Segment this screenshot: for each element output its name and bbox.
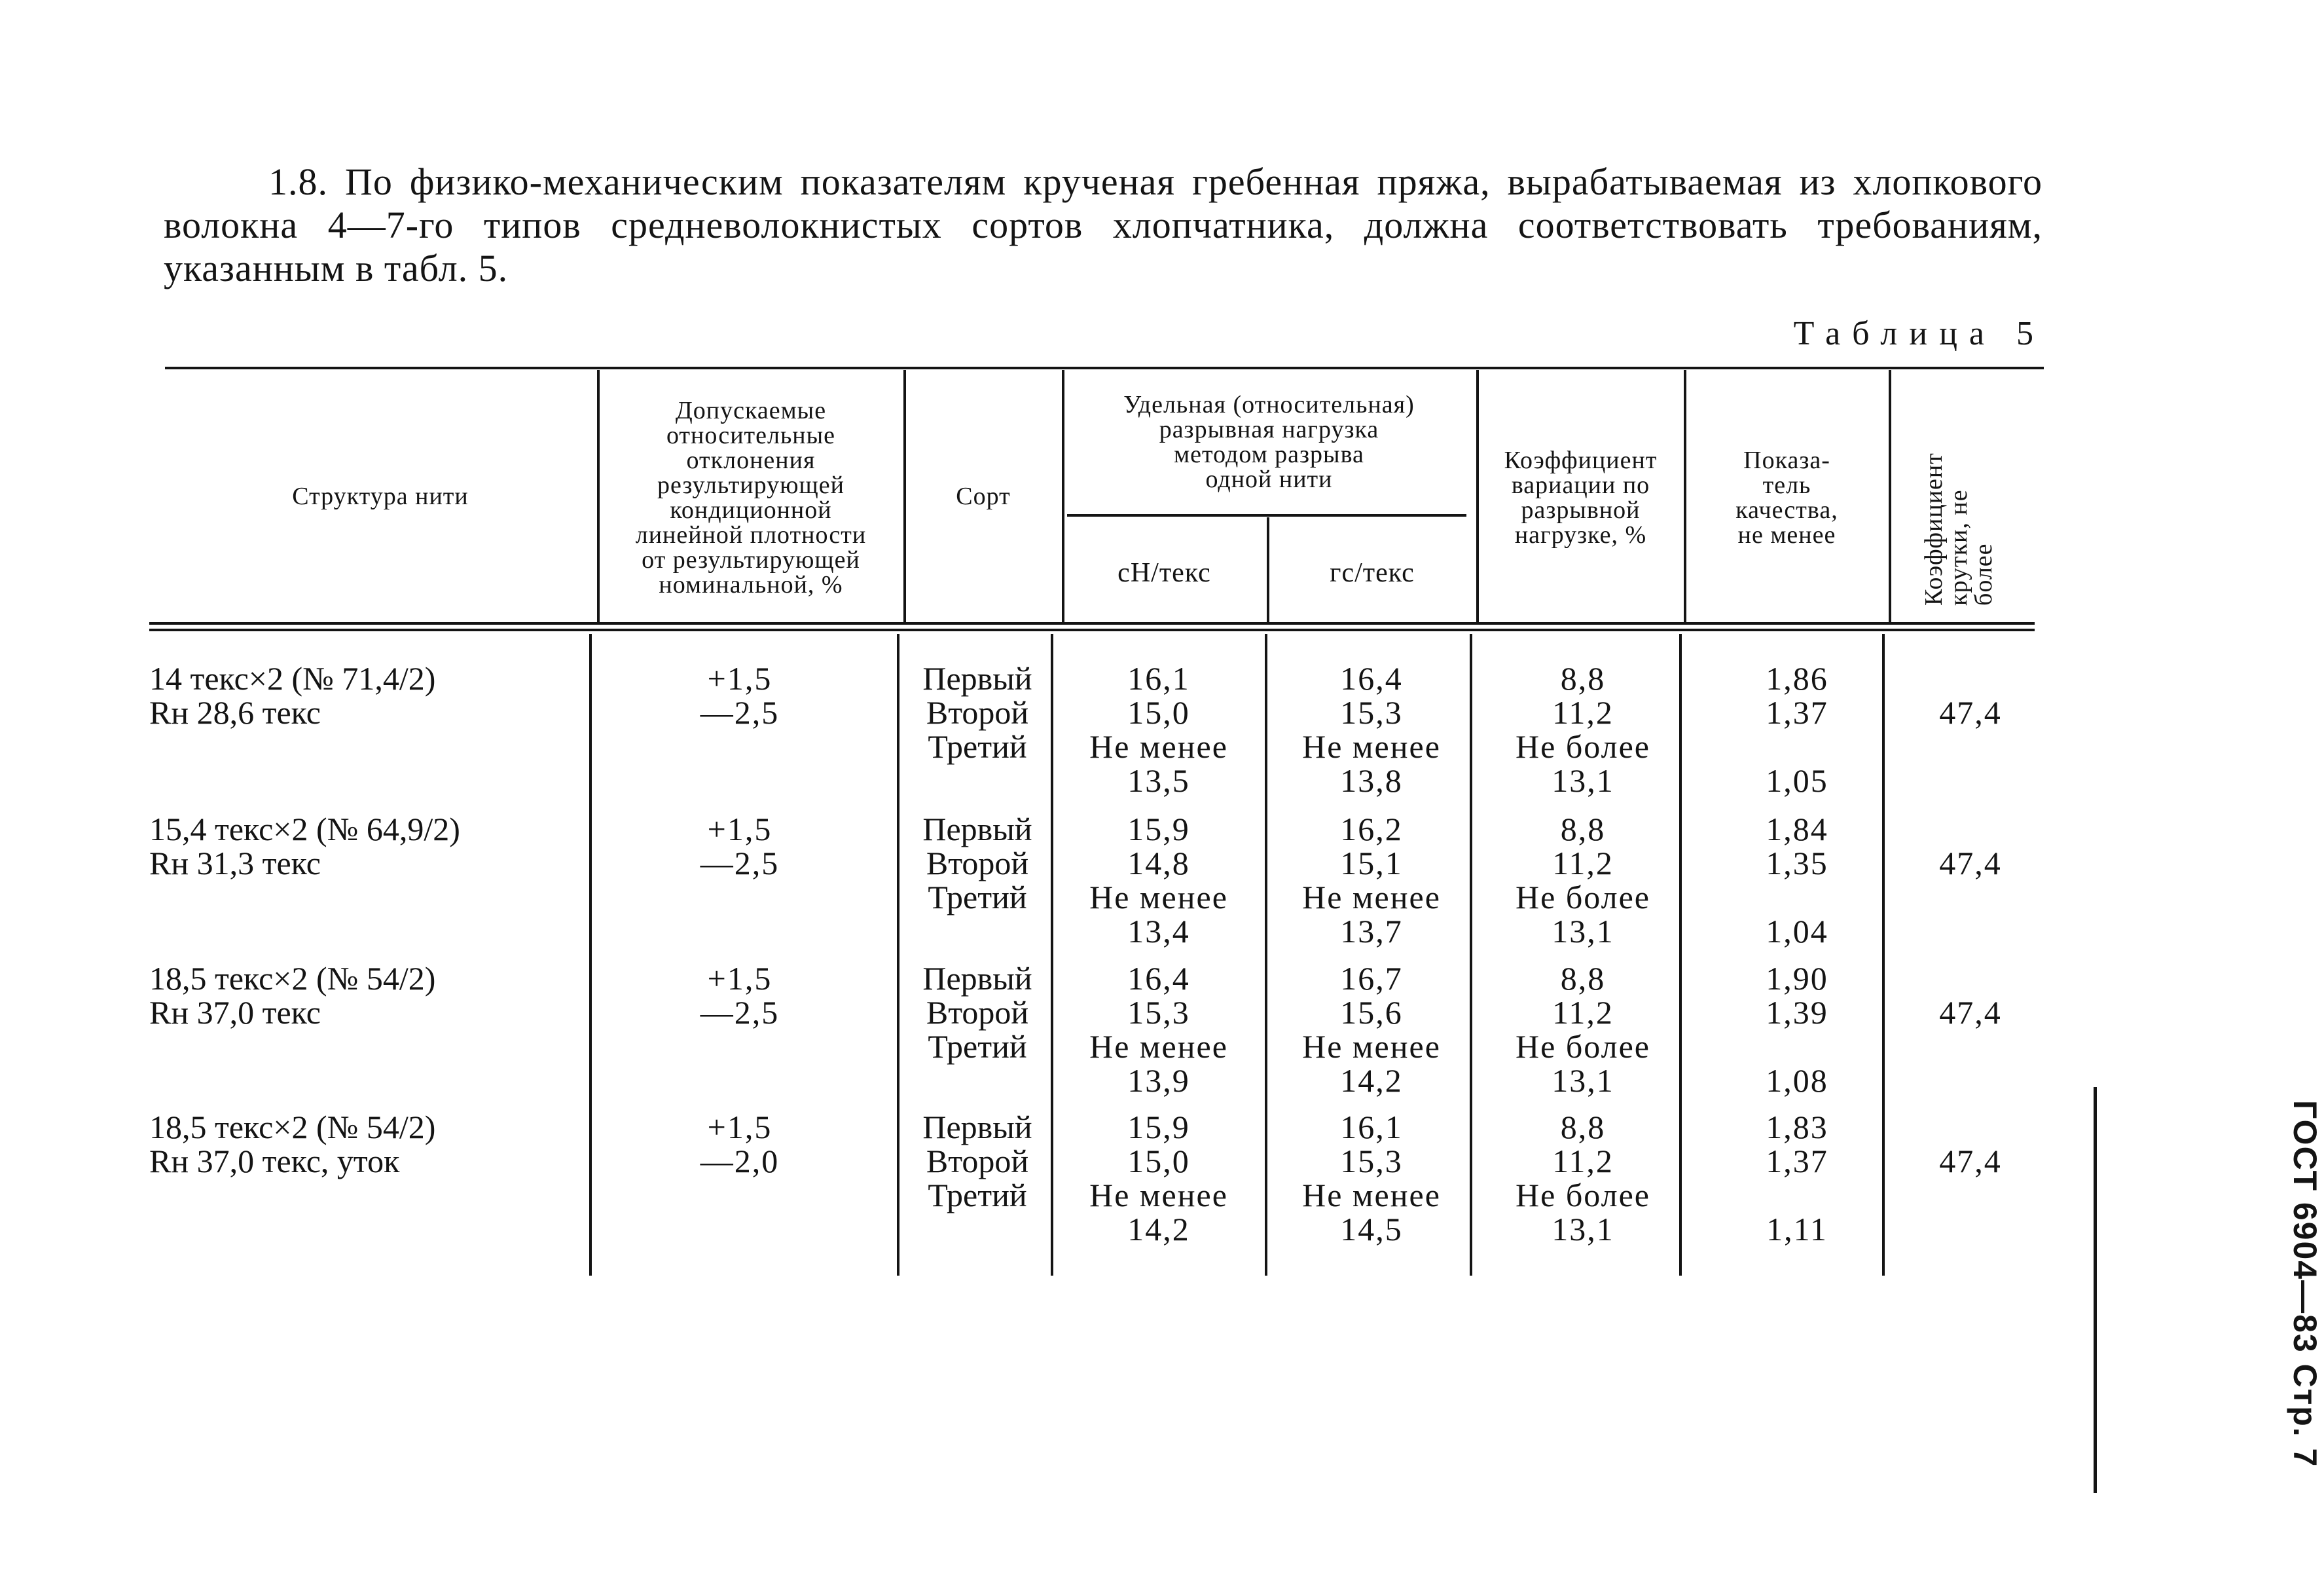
row-sorts: Первый Второй Третий (922, 660, 1032, 765)
row-quality: 1,84 1,35 1,04 (1766, 811, 1828, 950)
row-load-cn: 15,9 15,0 Не менее 14,2 (1089, 1109, 1228, 1247)
header-quality: Показа- тель качества, не менее (1735, 447, 1838, 549)
row-deviation: +1,5 —2,5 (700, 960, 780, 1031)
row-variation: 8,8 11,2 Не более 13,1 (1516, 960, 1650, 1099)
col-divider (1889, 370, 1891, 622)
side-label: ГОСТ 6904—83 Стр. 7 (2287, 1100, 2323, 1468)
table-caption: Таблица 5 (1793, 315, 2045, 352)
row-load-gs: 16,7 15,6 Не менее 14,2 (1302, 960, 1441, 1099)
row-load-gs: 16,1 15,3 Не менее 14,5 (1302, 1109, 1441, 1247)
row-variation: 8,8 11,2 Не более 13,1 (1516, 811, 1650, 950)
row-load-gs: 16,2 15,1 Не менее 13,7 (1302, 811, 1441, 950)
row-load-gs: 16,4 15,3 Не менее 13,8 (1302, 660, 1441, 799)
header-bottom-rule-double (149, 629, 2035, 631)
row-variation: 8,8 11,2 Не более 13,1 (1516, 1109, 1650, 1247)
row-sorts: Первый Второй Третий (922, 1109, 1032, 1213)
row-structure: 15,4 текс×2 (№ 64,9/2) Rн 31,3 текс (149, 811, 460, 881)
row-structure: 14 текс×2 (№ 71,4/2) Rн 28,6 текс (149, 660, 436, 731)
body-paragraph: 1.8. По физико-механическим показателям крученая гребенная пряжа, вырабатываемая из хлопкового волокна 4—7-го типов средневолокнистых сортов хлопчатника, должна соответствовать требованиям, указанным в табл. 5. (164, 160, 2043, 289)
row-structure: 18,5 текс×2 (№ 54/2) Rн 37,0 текс, уток (149, 1109, 436, 1179)
header-load-group: Удельная (относительная) разрывная нагрузка методом разрыва одной нити (1123, 391, 1415, 493)
row-sorts: Первый Второй Третий (922, 960, 1032, 1065)
row-deviation: +1,5 —2,5 (700, 811, 780, 881)
col-divider (897, 634, 899, 1276)
row-load-cn: 16,4 15,3 Не менее 13,9 (1089, 960, 1228, 1099)
row-sorts: Первый Второй Третий (922, 811, 1032, 915)
row-load-cn: 16,1 15,0 Не менее 13,5 (1089, 660, 1228, 799)
row-deviation: +1,5 —2,0 (700, 1109, 780, 1179)
side-rule (2094, 1087, 2097, 1493)
row-twist: 47,4 (1939, 994, 2002, 1031)
header-load-cn: сН/текс (1117, 558, 1211, 588)
header-sort: Сорт (956, 482, 1011, 510)
header-load-gs: гс/текс (1330, 558, 1415, 588)
row-twist: 47,4 (1939, 845, 2002, 881)
row-deviation: +1,5 —2,5 (700, 660, 780, 731)
row-structure: 18,5 текс×2 (№ 54/2) Rн 37,0 текс (149, 960, 436, 1031)
row-quality: 1,83 1,37 1,11 (1766, 1109, 1828, 1247)
header-bottom-rule (149, 622, 2035, 625)
col-divider (589, 634, 592, 1276)
row-twist: 47,4 (1939, 694, 2002, 731)
row-variation: 8,8 11,2 Не более 13,1 (1516, 660, 1650, 799)
header-structure: Структура нити (292, 482, 469, 510)
header-twist: Коэффициент крутки, не более (1920, 452, 1997, 606)
load-group-rule (1067, 514, 1466, 517)
row-quality: 1,90 1,39 1,08 (1766, 960, 1828, 1099)
table-top-rule (165, 367, 2044, 369)
row-quality: 1,86 1,37 1,05 (1766, 660, 1828, 799)
header-variation: Коэффициент вариации по разрывной нагрузке, % (1504, 447, 1658, 549)
row-load-cn: 15,9 14,8 Не менее 13,4 (1089, 811, 1228, 950)
header-deviation: Допускаемые относительные отклонения результирующей кондиционной линейной плотности от результирующей номинальной, % (635, 397, 867, 599)
row-twist: 47,4 (1939, 1143, 2002, 1179)
